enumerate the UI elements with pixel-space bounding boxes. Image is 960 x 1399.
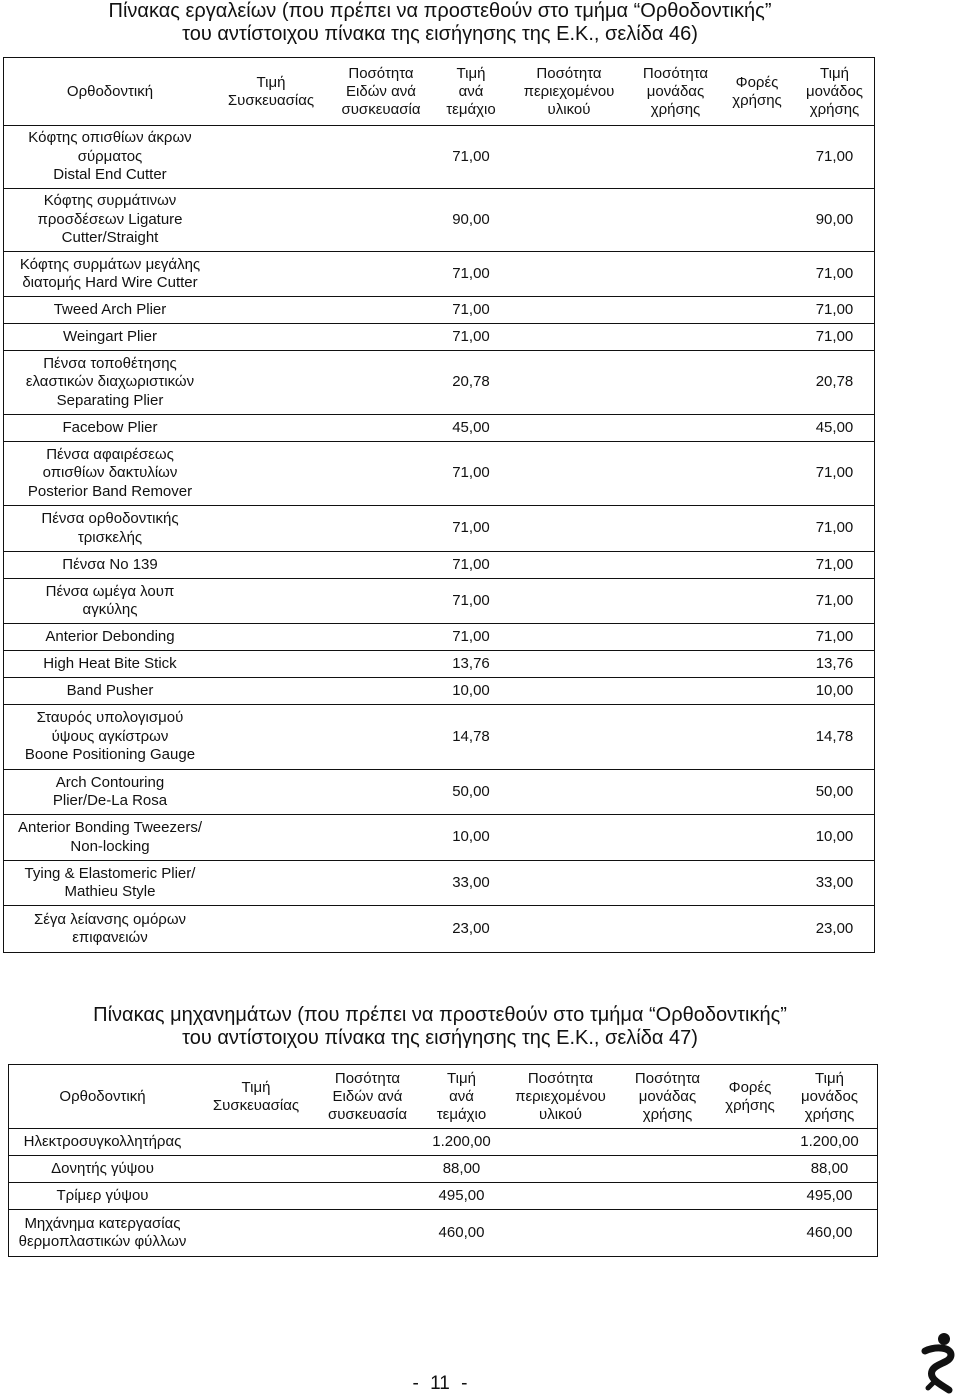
table-row — [4, 579, 874, 624]
table-row — [4, 415, 874, 442]
price-per-piece: 460,00 — [438, 1223, 485, 1241]
price-per-unit-use: 14,78 — [815, 727, 854, 745]
item-name: Band Pusher — [66, 681, 154, 699]
price-per-piece: 23,00 — [452, 919, 490, 937]
price-per-unit-use: 71,00 — [815, 147, 854, 165]
price-per-unit-use: 71,00 — [815, 464, 854, 482]
item-name: Δονητής γύψου — [51, 1159, 154, 1177]
price-per-piece: 71,00 — [452, 519, 490, 537]
tools-table-title: Πίνακας εργαλείων (που πρέπει να προστεθούν στο τμήμα “Ορθοδοντικής” του αντίστοιχου πίνακα της εισήγησης της Ε.Κ., σελίδα 46) — [108, 0, 772, 45]
price-per-unit-use: 71,00 — [815, 264, 854, 282]
header-times-used: Φορές χρήσης — [732, 73, 782, 109]
table-row — [9, 1156, 877, 1183]
price-per-piece: 45,00 — [452, 418, 490, 436]
item-name: High Heat Bite Stick — [43, 654, 177, 672]
machines-table — [8, 1064, 878, 1257]
price-per-unit-use: 71,00 — [815, 591, 854, 609]
price-per-unit-use: 71,00 — [815, 300, 854, 318]
table-row — [4, 324, 874, 351]
price-per-piece: 71,00 — [452, 591, 490, 609]
item-name: Facebow Plier — [62, 418, 158, 436]
header-category: Ορθοδοντική — [59, 1087, 146, 1105]
price-per-piece: 14,78 — [452, 727, 490, 745]
price-per-unit-use: 71,00 — [815, 327, 854, 345]
header-price-per-unit-use: Τιμή μονάδος χρήσης — [800, 1069, 859, 1123]
price-per-piece: 71,00 — [452, 147, 490, 165]
price-per-piece: 71,00 — [452, 627, 490, 645]
item-name: Weingart Plier — [63, 327, 157, 345]
price-per-unit-use: 460,00 — [806, 1223, 853, 1241]
header-items-per-package: Ποσότητα Ειδών ανά συσκευασία — [341, 64, 421, 118]
item-name: Πένσα τοποθέτησης ελαστικών διαχωριστικών Separating Plier — [25, 354, 195, 409]
price-per-unit-use: 10,00 — [815, 681, 854, 699]
machines-table-title: Πίνακας μηχανημάτων (που πρέπει να προστεθούν στο τμήμα “Ορθοδοντικής” του αντίστοιχου πίνακα της εισήγησης της Ε.Κ., σελίδα 47) — [93, 1004, 787, 1049]
price-per-piece: 88,00 — [442, 1159, 481, 1177]
table-row — [4, 252, 874, 297]
price-per-unit-use: 10,00 — [815, 828, 854, 846]
table-row — [4, 442, 874, 506]
price-per-piece: 33,00 — [452, 873, 490, 891]
header-price-per-unit-use: Τιμή μονάδος χρήσης — [805, 64, 864, 118]
table-row — [4, 651, 874, 678]
table-row — [4, 126, 874, 189]
item-name: Μηχάνημα κατεργασίας θερμοπλαστικών φύλλων — [18, 1214, 187, 1250]
tools-table — [3, 57, 875, 953]
price-per-unit-use: 71,00 — [815, 627, 854, 645]
price-per-piece: 1.200,00 — [432, 1132, 491, 1150]
price-per-unit-use: 1.200,00 — [800, 1132, 859, 1150]
table-row — [4, 906, 874, 952]
price-per-unit-use: 88,00 — [810, 1159, 849, 1177]
header-times-used: Φορές χρήσης — [725, 1078, 775, 1114]
table-row — [9, 1183, 877, 1210]
table-header — [4, 58, 874, 126]
header-price-per-piece: Τιμή ανά τεμάχιο — [446, 64, 496, 118]
item-name: Πένσα ορθοδοντικής τρισκελής — [41, 510, 179, 546]
table-row — [4, 770, 874, 815]
header-items-per-package: Ποσότητα Ειδών ανά συσκευασία — [327, 1069, 408, 1123]
table-row — [4, 705, 874, 770]
price-per-piece: 495,00 — [438, 1186, 485, 1204]
header-package-price: Τιμή Συσκευασίας — [227, 73, 315, 109]
price-per-unit-use: 50,00 — [815, 782, 854, 800]
item-name: Σταυρός υπολογισμού ύψους αγκίστρων Boone Positioning Gauge — [24, 709, 196, 764]
item-name: Tying & Elastomeric Plier/ Mathieu Style — [24, 864, 196, 900]
page-number: - 11 - — [412, 1373, 468, 1394]
header-material-content: Ποσότητα περιεχομένου υλικού — [515, 1069, 606, 1123]
item-name: Κόφτης οπισθίων άκρων σύρματος Distal End Cutter — [28, 129, 192, 184]
header-material-content: Ποσότητα περιεχομένου υλικού — [523, 64, 615, 118]
item-name: Πένσα ωμέγα λουπ αγκύλης — [45, 582, 175, 618]
table-row — [4, 297, 874, 324]
header-unit-of-use: Ποσότητα μονάδας χρήσης — [634, 1069, 701, 1123]
item-name: Πένσα No 139 — [62, 555, 158, 573]
item-name: Κόφτης συρμάτινων προσδέσεων Ligature Cutter/Straight — [37, 192, 183, 247]
price-per-unit-use: 13,76 — [815, 654, 854, 672]
figure-logo-icon — [918, 1330, 958, 1394]
price-per-piece: 90,00 — [452, 210, 490, 228]
table-row — [4, 624, 874, 651]
table-row — [4, 189, 874, 252]
price-per-unit-use: 20,78 — [815, 373, 854, 391]
header-price-per-piece: Τιμή ανά τεμάχιο — [436, 1069, 487, 1123]
price-per-piece: 20,78 — [452, 373, 490, 391]
table-row — [4, 815, 874, 861]
price-per-unit-use: 45,00 — [815, 418, 854, 436]
price-per-piece: 71,00 — [452, 464, 490, 482]
table-row — [4, 351, 874, 415]
header-package-price: Τιμή Συσκευασίας — [212, 1078, 300, 1114]
price-per-piece: 71,00 — [452, 264, 490, 282]
item-name: Σέγα λείανσης ομόρων επιφανειών — [33, 910, 187, 946]
price-per-piece: 10,00 — [452, 828, 490, 846]
header-unit-of-use: Ποσότητα μονάδας χρήσης — [642, 64, 709, 118]
item-name: Ηλεκτροσυγκολλητήρας — [23, 1132, 182, 1150]
price-per-piece: 71,00 — [452, 555, 490, 573]
header-category: Ορθοδοντική — [66, 82, 154, 100]
price-per-piece: 10,00 — [452, 681, 490, 699]
table-row — [4, 678, 874, 705]
item-name: Κόφτης συρμάτων μεγάλης διατομής Hard Wire Cutter — [19, 255, 201, 291]
item-name: Tweed Arch Plier — [53, 300, 167, 318]
price-per-unit-use: 495,00 — [806, 1186, 853, 1204]
table-row — [9, 1129, 877, 1156]
price-per-piece: 71,00 — [452, 300, 490, 318]
price-per-unit-use: 71,00 — [815, 519, 854, 537]
price-per-unit-use: 23,00 — [815, 919, 854, 937]
item-name: Πένσα αφαιρέσεως οπισθίων δακτυλίων Posterior Band Remover — [27, 445, 193, 500]
table-header — [9, 1065, 877, 1129]
table-row — [4, 506, 874, 552]
item-name: Arch Contouring Plier/De-La Rosa — [52, 773, 168, 809]
item-name: Anterior Debonding — [45, 627, 175, 645]
price-per-unit-use: 33,00 — [815, 873, 854, 891]
table-row — [4, 861, 874, 906]
table-row — [4, 552, 874, 579]
price-per-piece: 71,00 — [452, 327, 490, 345]
price-per-unit-use: 71,00 — [815, 555, 854, 573]
table-row — [9, 1210, 877, 1256]
item-name: Τρίμερ γύψου — [56, 1186, 149, 1204]
price-per-piece: 50,00 — [452, 782, 490, 800]
price-per-unit-use: 90,00 — [815, 210, 854, 228]
price-per-piece: 13,76 — [452, 654, 490, 672]
item-name: Anterior Bonding Tweezers/ Non-locking — [18, 819, 202, 855]
